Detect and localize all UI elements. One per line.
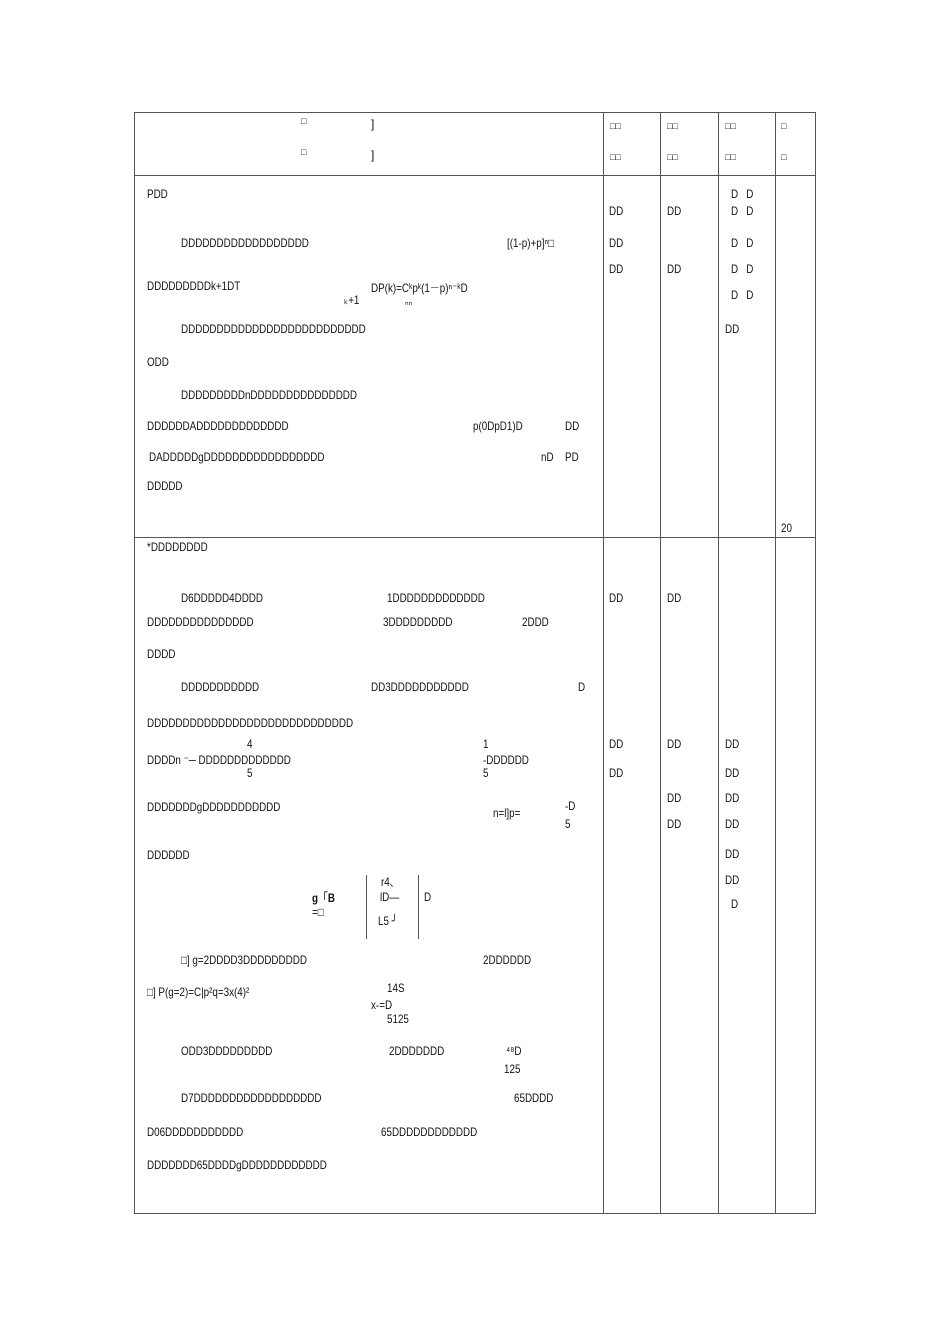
s2-col2-2: DD (609, 737, 624, 751)
s2-frac-den-5b: 5 (483, 766, 489, 780)
s2-col3-2: DD (667, 737, 682, 751)
s2-text-11: 65DDDD (514, 1091, 554, 1105)
header-col3-line2: □□ (667, 152, 678, 162)
s2-matrix-bottom: L5 ╯ (378, 914, 398, 928)
s1-col4-5: D D (731, 288, 754, 302)
s1-text-nd: nD (541, 450, 554, 464)
table-left-border (134, 112, 135, 1214)
header-col4-line2: □□ (725, 152, 736, 162)
s2-text-10: 2DDDDDDD (389, 1044, 445, 1058)
s2-frac-x: x-=D (371, 998, 393, 1012)
s2-text-8: 5 (565, 817, 571, 831)
s1-col4-1: D D (731, 187, 754, 201)
s1-formula-p-range: p(0DpD1)D (473, 419, 523, 433)
s2-col4-1: DD (725, 737, 740, 751)
section-divider (134, 537, 816, 538)
header-col3-line1: □□ (667, 121, 678, 131)
table-right-border (815, 112, 816, 1214)
s1-col3-2: DD (667, 262, 682, 276)
s1-col4-2: D D (731, 204, 754, 218)
header-col5-line1: □ (781, 121, 787, 131)
s1-formula-probability: DP(k)=Cᵏpᵏ(1－p)ⁿ⁻ᵏD (371, 281, 468, 295)
s2-col4-3: DD (725, 791, 740, 805)
s2-frac-num-1: 1 (483, 737, 489, 751)
s1-col2-3: DD (609, 262, 624, 276)
s2-matrix-right: D (424, 890, 432, 904)
s2-col3-3: DD (667, 791, 682, 805)
s2-col2-1: DD (609, 591, 624, 605)
s1-col4-6: DD (725, 322, 740, 336)
s1-line-4: DDDDDDDDDDDDDDDDDDDDDDDDDD (181, 322, 366, 336)
s2-line-13: D06DDDDDDDDDDD (147, 1125, 244, 1139)
s2-line-14: DDDDDDD65DDDDgDDDDDDDDDDDD (147, 1158, 327, 1172)
s1-col3-1: DD (667, 204, 682, 218)
s2-frac-num-4: 4 (247, 737, 253, 751)
s2-frac-125: 125 (504, 1062, 521, 1076)
column-divider-2 (660, 112, 661, 1214)
header-col2-line1: □□ (610, 121, 621, 131)
s2-text-5: D (578, 680, 586, 694)
s2-line-7: DDDDn ⁻─ DDDDDDDDDDDDD (147, 753, 291, 765)
s2-text-9: 2DDDDDD (483, 953, 532, 967)
s2-col4-4: DD (725, 817, 740, 831)
s1-line-7: DADDDDDgDDDDDDDDDDDDDDDDD (149, 450, 325, 464)
s1-col2-2: DD (609, 236, 624, 250)
s2-line-5: DDDDDDDDDDD (181, 680, 260, 694)
matrix-bracket-right (418, 875, 419, 939)
s1-score: 20 (781, 521, 792, 535)
header-bracket-2: ] (371, 148, 375, 162)
s1-text-pd: PD (565, 450, 579, 464)
header-col5-line2: □ (781, 152, 787, 162)
s2-matrix-label-g: g「B (312, 891, 335, 905)
s1-line-3: DDDDDDDDDk+1DT (147, 279, 241, 293)
s2-line-10: □] g=2DDDD3DDDDDDDDD (181, 953, 307, 967)
table-top-border (134, 112, 816, 113)
s2-line-12: D7DDDDDDDDDDDDDDDDDD (181, 1091, 322, 1105)
s2-col4-7: D (731, 897, 739, 911)
s2-line-11: ODD3DDDDDDDDD (181, 1044, 273, 1058)
s2-line-3: DDDDDDDDDDDDDDD (147, 615, 254, 629)
s2-line-4: DDDD (147, 647, 176, 661)
header-col4-line1: □□ (725, 121, 736, 131)
s1-line-2: DDDDDDDDDDDDDDDDDD (181, 236, 309, 250)
s1-col2-1: DD (609, 204, 624, 218)
s1-line-8: DDDDD (147, 479, 183, 493)
s2-col4-6: DD (725, 873, 740, 887)
s2-frac-14s: 14S (387, 981, 405, 995)
s2-frac-den-5a: 5 (247, 766, 253, 780)
s1-col4-4: D D (731, 262, 754, 276)
s2-matrix-mid: lD— (380, 890, 400, 904)
s1-line-pdd: PDD (147, 187, 168, 201)
header-bracket-1: ] (371, 117, 375, 131)
s2-text-12: 65DDDDDDDDDDDD (381, 1125, 478, 1139)
s2-col4-2: DD (725, 766, 740, 780)
header-mark-2: □ (301, 147, 307, 157)
column-divider-4 (775, 112, 776, 1214)
s2-col4-5: DD (725, 847, 740, 861)
s2-text-1: 1DDDDDDDDDDDDD (387, 591, 485, 605)
table-bottom-border (134, 1213, 816, 1214)
s2-text-6: -DDDDDD (483, 753, 529, 765)
s1-line-6: DDDDDDADDDDDDDDDDDDD (147, 419, 289, 433)
s2-matrix-top: r4、 (381, 875, 400, 889)
header-col2-line2: □□ (610, 152, 621, 162)
s1-line-odd: ODD (147, 355, 169, 369)
s2-line-8: DDDDDDDgDDDDDDDDDDD (147, 800, 281, 814)
s1-col4-3: D D (731, 236, 754, 250)
s1-formula-subscript-k: ₖ+1 (344, 293, 360, 307)
s2-line-9: DDDDDD (147, 848, 190, 862)
s2-line-1: *DDDDDDDD (147, 540, 208, 554)
header-mark-1: □ (301, 116, 307, 126)
s1-formula-subscript-n: ₙₙ (405, 297, 413, 307)
column-divider-1 (603, 112, 604, 1214)
s2-text-4: DD3DDDDDDDDDDD (371, 680, 469, 694)
s2-col3-1: DD (667, 591, 682, 605)
s2-line-6: DDDDDDDDDDDDDDDDDDDDDDDDDDDDD (147, 716, 354, 730)
header-bottom-border (134, 175, 816, 176)
s2-frac-48: ⁴⁸D (506, 1044, 522, 1058)
s1-text-dd: DD (565, 419, 580, 433)
s2-frac-5125: 5125 (387, 1012, 409, 1026)
column-divider-3 (718, 112, 719, 1214)
s1-line-5: DDDDDDDDDnDDDDDDDDDDDDDDD (181, 388, 358, 402)
s2-text-2: 3DDDDDDDDD (383, 615, 453, 629)
s2-text-3: 2DDD (522, 615, 549, 629)
s2-text-7: -D (565, 799, 576, 813)
s2-col2-3: DD (609, 766, 624, 780)
s2-formula-np: n=l]p= (493, 806, 521, 820)
s2-matrix-eq: =□ (312, 905, 324, 919)
matrix-bracket-left (366, 875, 367, 939)
s2-col3-4: DD (667, 817, 682, 831)
s1-formula-binomial-sum: [(1-p)+p]ⁿ□ (507, 236, 554, 250)
s2-formula-pg2: □] P(g=2)=C|p²q=3x(4)² (147, 985, 250, 999)
s2-line-2: D6DDDDD4DDDD (181, 591, 264, 605)
